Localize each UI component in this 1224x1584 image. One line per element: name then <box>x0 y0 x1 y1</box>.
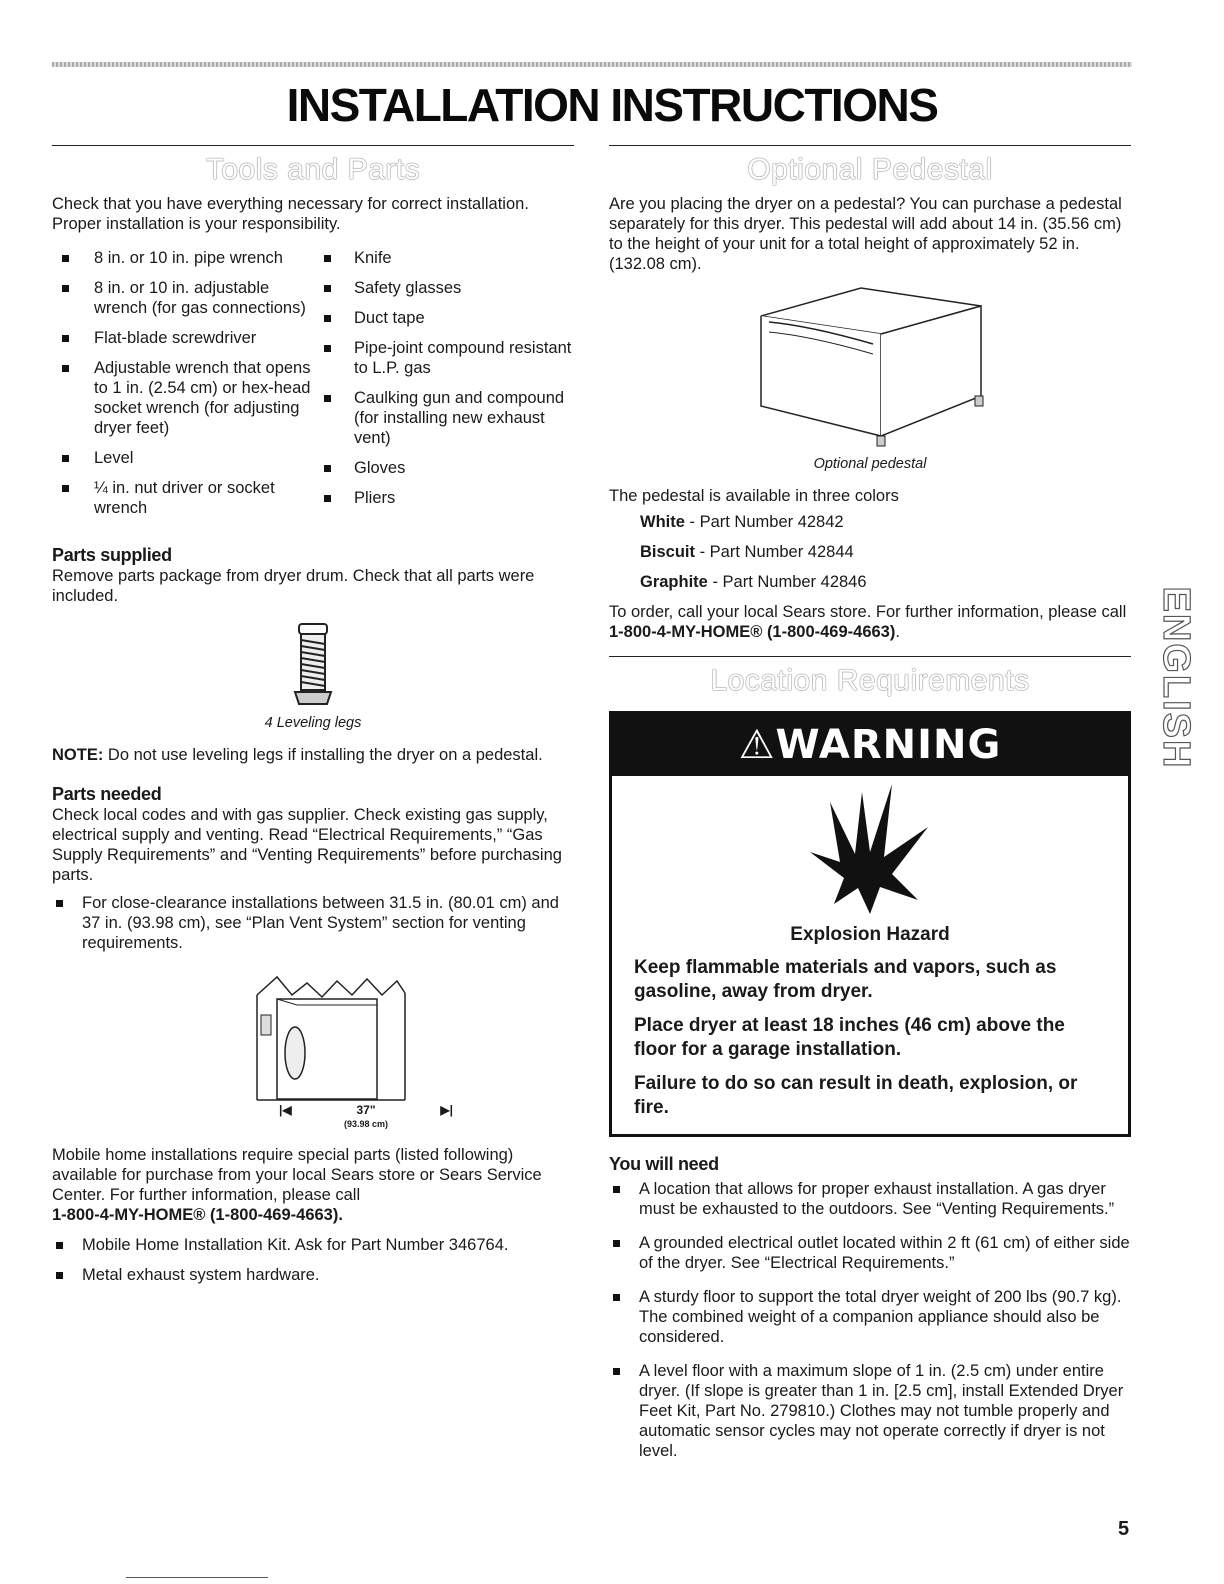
you-will-need-heading: You will need <box>609 1154 719 1174</box>
close-clearance-list <box>52 893 574 953</box>
list-item: Metal exhaust system hardware. <box>52 1265 574 1285</box>
list-item: Pliers <box>322 488 572 508</box>
tools-list-col2 <box>322 248 572 528</box>
warning-box <box>609 711 1131 1137</box>
pedestal-illustration <box>609 286 1131 456</box>
tools-and-parts-section <box>52 145 574 1295</box>
color-part-number: - Part Number 42842 <box>684 513 844 531</box>
tools-list-col1 <box>52 248 322 528</box>
parts-needed-heading: Parts needed <box>52 784 162 804</box>
pedestal-order-text <box>609 602 1131 642</box>
mobile-home-text: Mobile home installations require special parts (listed following) available for purchase from your local Sears store or Sears Service Center. For further information, please call <box>52 1146 542 1204</box>
parts-supplied-heading: Parts supplied <box>52 545 172 565</box>
top-dotted-rule <box>52 62 1132 67</box>
list-item: A level floor with a maximum slope of 1 in. (2.5 cm) under entire dryer. (If slope is greater than 1 in. [2.5 cm], install Extended Dryer Feet Kit, Part No. 279810.) Clothes may not tumble properly and automatic sensor cycles may not operate correctly if dryer is not level. <box>609 1361 1131 1461</box>
section-divider <box>52 145 574 146</box>
pedestal-colors-intro: The pedestal is available in three colors <box>609 487 899 505</box>
pedestal-color-item <box>640 542 1131 562</box>
bottom-rule <box>126 1577 268 1578</box>
section-divider <box>609 145 1131 146</box>
mobile-home-list <box>52 1235 574 1285</box>
list-item: 8 in. or 10 in. adjustable wrench (for gas connections) <box>52 278 322 318</box>
list-item: A location that allows for proper exhaust installation. A gas dryer must be exhausted to the outdoors. See “Venting Requirements.” <box>609 1179 1131 1219</box>
section-heading-pedestal: Optional Pedestal <box>747 153 993 186</box>
warning-body <box>612 924 1128 1134</box>
mobile-phone-number: 1-800-4-MY-HOME® (1-800-469-4663). <box>52 1206 343 1224</box>
list-item: Level <box>52 448 322 468</box>
list-item: Adjustable wrench that opens to 1 in. (2.54 cm) or hex-head socket wrench (for adjusting dryer feet) <box>52 358 322 438</box>
page-title: INSTALLATION INSTRUCTIONS <box>286 79 938 131</box>
page-number: 5 <box>1118 1518 1130 1540</box>
closet-dimension: |◀ 37" ▶| (93.98 cm) <box>279 1103 453 1129</box>
list-item: A grounded electrical outlet located within 2 ft (61 cm) of either side of the dryer. See “Electrical Requirements.” <box>609 1233 1131 1273</box>
parts-needed-text: Check local codes and with gas supplier. Check existing gas supply, electrical supply and venting. Read “Electrical Requirements,” “Gas Supply Requirements” and “Venting Requirements” before purchasing parts. <box>52 806 562 884</box>
leveling-legs-caption: 4 Leveling legs <box>264 715 362 731</box>
hazard-line: Place dryer at least 18 inches (46 cm) above the floor for a garage installation. <box>634 1015 1065 1060</box>
color-name: Graphite <box>640 573 708 591</box>
hazard-line: Failure to do so can result in death, explosion, or fire. <box>634 1073 1078 1118</box>
pedestal-color-item <box>640 572 1131 592</box>
color-part-number: - Part Number 42844 <box>695 543 854 561</box>
list-item: For close-clearance installations between 31.5 in. (80.01 cm) and 37 in. (93.98 cm), see “Plan Vent System” section for venting requirements. <box>52 893 574 953</box>
list-item: Mobile Home Installation Kit. Ask for Part Number 346764. <box>52 1235 574 1255</box>
note-label: NOTE: <box>52 746 104 764</box>
list-item: 8 in. or 10 in. pipe wrench <box>52 248 322 268</box>
hazard-lines <box>634 956 1106 1120</box>
pedestal-icon <box>751 286 991 456</box>
order-text: To order, call your local Sears store. For further information, please call <box>609 603 1127 621</box>
list-item: Duct tape <box>322 308 572 328</box>
color-part-number: - Part Number 42846 <box>707 573 867 591</box>
list-item: ¼ in. nut driver or socket wrench <box>52 478 322 518</box>
closet-illustration <box>52 975 574 1145</box>
order-phone: 1-800-4-MY-HOME® (1-800-469-4663) <box>609 623 896 641</box>
tools-intro: Check that you have everything necessary for correct installation. Proper installation is your responsibility. <box>52 195 529 233</box>
right-column <box>609 145 1131 1475</box>
list-item: Caulking gun and compound (for installing new exhaust vent) <box>322 388 572 448</box>
list-item: Flat-blade screwdriver <box>52 328 322 348</box>
list-item: Knife <box>322 248 572 268</box>
color-name: Biscuit <box>640 543 696 561</box>
closet-dim-label: 37" <box>356 1103 376 1117</box>
order-end: . <box>895 623 900 641</box>
list-item: A sturdy floor to support the total dryer weight of 200 lbs (90.7 kg). The combined weight of a companion appliance should also be considered. <box>609 1287 1131 1347</box>
section-heading-location: Location Requirements <box>710 664 1030 697</box>
section-divider <box>609 656 1131 657</box>
warning-label: WARNING <box>775 722 1002 768</box>
mobile-home-phone <box>52 1205 574 1225</box>
pedestal-caption: Optional pedestal <box>813 456 927 472</box>
hazard-line: Keep flammable materials and vapors, such as gasoline, away from dryer. <box>634 957 1057 1002</box>
explosion-symbol-area <box>612 776 1128 918</box>
section-heading-tools: Tools and Parts <box>205 153 421 186</box>
tools-list <box>52 248 574 528</box>
closet-dim-metric: (93.98 cm) <box>343 1119 389 1129</box>
note-text: Do not use leveling legs if installing the dryer on a pedestal. <box>103 746 543 764</box>
language-tab <box>1154 567 1197 789</box>
list-item: Safety glasses <box>322 278 572 298</box>
pedestal-intro: Are you placing the dryer on a pedestal? You can purchase a pedestal separately for this dryer. This pedestal will add about 14 in. (35.56 cm) to the height of your unit for a total height of approximately 52 in. (132.08 cm). <box>609 195 1122 273</box>
pedestal-color-item <box>640 512 1131 532</box>
list-item: Pipe-joint compound resistant to L.P. gas <box>322 338 572 378</box>
you-will-need-list <box>609 1179 1131 1461</box>
pedestal-colors-list <box>609 512 1131 592</box>
leveling-leg-icon <box>291 620 335 708</box>
hazard-title: Explosion Hazard <box>790 924 950 945</box>
language-tab-label: ENGLISH <box>1154 586 1197 770</box>
leveling-leg-illustration <box>52 620 574 713</box>
note-paragraph <box>52 745 574 765</box>
color-name: White <box>640 513 685 531</box>
parts-supplied-text: Remove parts package from dryer drum. Check that all parts were included. <box>52 567 535 605</box>
list-item: Gloves <box>322 458 572 478</box>
warning-triangle-icon: ⚠ <box>738 722 776 768</box>
closet-dryer-icon <box>247 975 417 1105</box>
warning-header <box>612 714 1128 776</box>
explosion-icon <box>800 782 940 917</box>
